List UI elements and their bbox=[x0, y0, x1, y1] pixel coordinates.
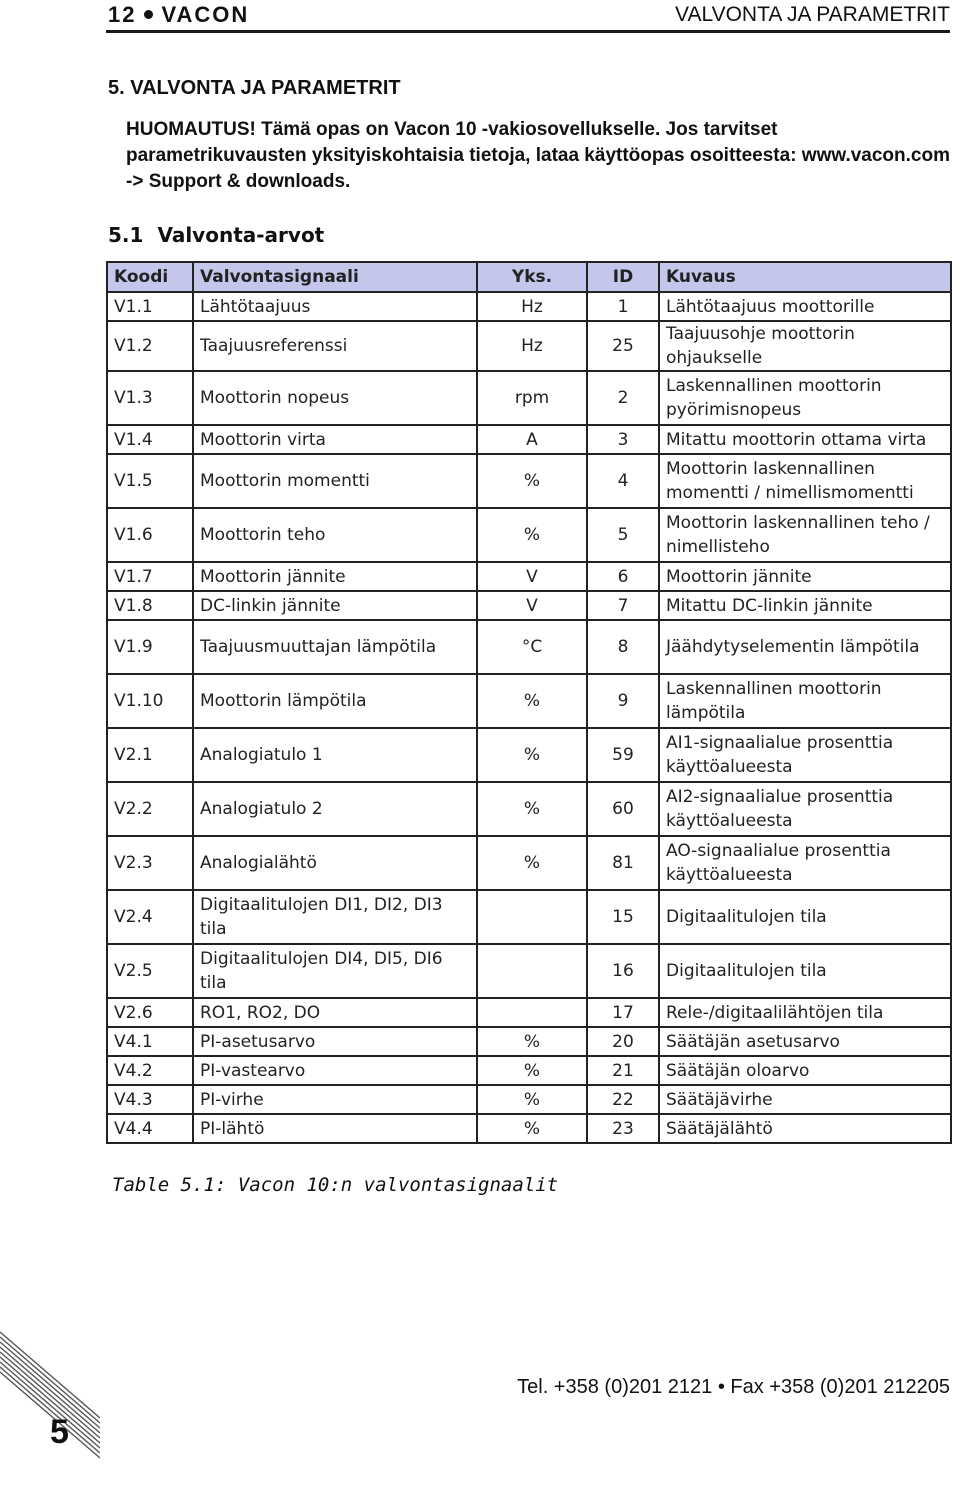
cell-signal: PI-virhe bbox=[193, 1085, 477, 1114]
cell-code: V1.8 bbox=[107, 591, 193, 620]
table-row bbox=[107, 998, 951, 1027]
cell-code: V1.1 bbox=[107, 292, 193, 321]
cell-id: 20 bbox=[587, 1027, 659, 1056]
cell-unit: % bbox=[477, 782, 587, 836]
cell-id: 60 bbox=[587, 782, 659, 836]
table-row bbox=[107, 1085, 951, 1114]
cell-signal: Digitaalitulojen DI1, DI2, DI3 tila bbox=[193, 890, 477, 944]
section-title: 5. VALVONTA JA PARAMETRIT bbox=[108, 77, 401, 99]
cell-signal: Analogiatulo 1 bbox=[193, 728, 477, 782]
table-row bbox=[107, 1027, 951, 1056]
cell-id: 17 bbox=[587, 998, 659, 1027]
cell-id: 22 bbox=[587, 1085, 659, 1114]
cell-signal: PI-vastearvo bbox=[193, 1056, 477, 1085]
cell-signal: Digitaalitulojen DI4, DI5, DI6 tila bbox=[193, 944, 477, 998]
cell-code: V1.3 bbox=[107, 371, 193, 425]
cell-id: 1 bbox=[587, 292, 659, 321]
chapter-number: 5 bbox=[50, 1413, 69, 1451]
cell-unit bbox=[477, 998, 587, 1027]
cell-code: V1.2 bbox=[107, 321, 193, 371]
table-row bbox=[107, 1056, 951, 1085]
cell-unit: % bbox=[477, 728, 587, 782]
table-row bbox=[107, 782, 951, 836]
header-code: Koodi bbox=[107, 262, 193, 292]
cell-description: AO-signaalialue prosenttia käyttöalueesta bbox=[659, 836, 951, 890]
header-id: ID bbox=[587, 262, 659, 292]
table-row bbox=[107, 890, 951, 944]
cell-id: 6 bbox=[587, 562, 659, 591]
table-row bbox=[107, 944, 951, 998]
cell-unit bbox=[477, 890, 587, 944]
cell-description: Moottorin laskennallinen teho / nimellisteho bbox=[659, 508, 951, 562]
subsection-number: 5.1 bbox=[108, 223, 144, 247]
cell-code: V2.5 bbox=[107, 944, 193, 998]
cell-signal: Taajuusreferenssi bbox=[193, 321, 477, 371]
cell-description: Taajuusohje moottorin ohjaukselle bbox=[659, 321, 951, 371]
cell-id: 8 bbox=[587, 620, 659, 674]
cell-unit: V bbox=[477, 562, 587, 591]
table-row bbox=[107, 454, 951, 508]
cell-description: Säätäjävirhe bbox=[659, 1085, 951, 1114]
cell-unit: % bbox=[477, 674, 587, 728]
cell-unit: °C bbox=[477, 620, 587, 674]
cell-description: Moottorin jännite bbox=[659, 562, 951, 591]
cell-description: Digitaalitulojen tila bbox=[659, 890, 951, 944]
cell-description: Laskennallinen moottorin lämpötila bbox=[659, 674, 951, 728]
table-row bbox=[107, 371, 951, 425]
table-row bbox=[107, 508, 951, 562]
cell-id: 2 bbox=[587, 371, 659, 425]
cell-code: V1.5 bbox=[107, 454, 193, 508]
cell-code: V1.7 bbox=[107, 562, 193, 591]
cell-signal: Moottorin nopeus bbox=[193, 371, 477, 425]
cell-description: Rele-/digitaalilähtöjen tila bbox=[659, 998, 951, 1027]
cell-code: V4.4 bbox=[107, 1114, 193, 1143]
header-signal: Valvontasignaali bbox=[193, 262, 477, 292]
table-row bbox=[107, 674, 951, 728]
cell-signal: Moottorin lämpötila bbox=[193, 674, 477, 728]
table-header-row bbox=[107, 262, 951, 292]
cell-unit bbox=[477, 944, 587, 998]
cell-signal: RO1, RO2, DO bbox=[193, 998, 477, 1027]
cell-description: AI2-signaalialue prosenttia käyttöalueesta bbox=[659, 782, 951, 836]
table-row bbox=[107, 591, 951, 620]
table-row bbox=[107, 425, 951, 454]
cell-unit: % bbox=[477, 836, 587, 890]
cell-unit: V bbox=[477, 591, 587, 620]
cell-code: V4.2 bbox=[107, 1056, 193, 1085]
monitoring-signals-table bbox=[106, 261, 952, 1144]
cell-code: V1.9 bbox=[107, 620, 193, 674]
brand-name: VACON bbox=[161, 2, 250, 27]
cell-code: V2.2 bbox=[107, 782, 193, 836]
cell-signal: Lähtötaajuus bbox=[193, 292, 477, 321]
cell-id: 81 bbox=[587, 836, 659, 890]
cell-id: 5 bbox=[587, 508, 659, 562]
cell-code: V2.1 bbox=[107, 728, 193, 782]
cell-id: 23 bbox=[587, 1114, 659, 1143]
table-row bbox=[107, 562, 951, 591]
header-description: Kuvaus bbox=[659, 262, 951, 292]
footer-contact: Tel. +358 (0)201 2121 • Fax +358 (0)201 212205 bbox=[517, 1376, 950, 1398]
table-row bbox=[107, 836, 951, 890]
table-row bbox=[107, 728, 951, 782]
cell-description: Digitaalitulojen tila bbox=[659, 944, 951, 998]
table-body bbox=[107, 292, 951, 1143]
cell-id: 9 bbox=[587, 674, 659, 728]
running-header-title: VALVONTA JA PARAMETRIT bbox=[675, 3, 950, 26]
cell-unit: A bbox=[477, 425, 587, 454]
cell-unit: % bbox=[477, 454, 587, 508]
cell-description: Mitattu moottorin ottama virta bbox=[659, 425, 951, 454]
cell-description: AI1-signaalialue prosenttia käyttöalueesta bbox=[659, 728, 951, 782]
cell-unit: Hz bbox=[477, 292, 587, 321]
cell-signal: DC-linkin jännite bbox=[193, 591, 477, 620]
subsection-heading bbox=[108, 223, 324, 247]
cell-description: Jäähdytyselementin lämpötila bbox=[659, 620, 951, 674]
cell-unit: % bbox=[477, 1056, 587, 1085]
cell-code: V2.6 bbox=[107, 998, 193, 1027]
cell-code: V1.10 bbox=[107, 674, 193, 728]
cell-description: Säätäjälähtö bbox=[659, 1114, 951, 1143]
cell-id: 21 bbox=[587, 1056, 659, 1085]
cell-signal: Analogiatulo 2 bbox=[193, 782, 477, 836]
cell-id: 59 bbox=[587, 728, 659, 782]
bullet-dot-icon bbox=[144, 10, 153, 19]
cell-description: Säätäjän asetusarvo bbox=[659, 1027, 951, 1056]
cell-id: 4 bbox=[587, 454, 659, 508]
cell-id: 3 bbox=[587, 425, 659, 454]
page-number: 12 bbox=[108, 2, 137, 27]
chapter-tab-graphic bbox=[0, 1328, 100, 1487]
cell-id: 25 bbox=[587, 321, 659, 371]
table-row bbox=[107, 620, 951, 674]
cell-signal: Analogialähtö bbox=[193, 836, 477, 890]
cell-unit: % bbox=[477, 1027, 587, 1056]
cell-id: 7 bbox=[587, 591, 659, 620]
page-header-left bbox=[108, 2, 249, 28]
table-row bbox=[107, 292, 951, 321]
cell-description: Säätäjän oloarvo bbox=[659, 1056, 951, 1085]
cell-code: V4.1 bbox=[107, 1027, 193, 1056]
cell-signal: PI-asetusarvo bbox=[193, 1027, 477, 1056]
table-caption: Table 5.1: Vacon 10:n valvontasignaalit bbox=[112, 1174, 559, 1196]
cell-signal: PI-lähtö bbox=[193, 1114, 477, 1143]
cell-unit: % bbox=[477, 1085, 587, 1114]
cell-signal: Moottorin teho bbox=[193, 508, 477, 562]
cell-signal: Taajuusmuuttajan lämpötila bbox=[193, 620, 477, 674]
cell-code: V2.3 bbox=[107, 836, 193, 890]
cell-unit: Hz bbox=[477, 321, 587, 371]
cell-signal: Moottorin momentti bbox=[193, 454, 477, 508]
note-paragraph: HUOMAUTUS! Tämä opas on Vacon 10 -vakiosovellukselle. Jos tarvitset parametrikuvausten yksityiskohtaisia tietoja, lataa käyttöopas osoitteesta: www.vacon.com -> Support & downloads. bbox=[126, 119, 950, 192]
cell-description: Lähtötaajuus moottorille bbox=[659, 292, 951, 321]
cell-id: 16 bbox=[587, 944, 659, 998]
table-row bbox=[107, 321, 951, 371]
table-row bbox=[107, 1114, 951, 1143]
cell-description: Moottorin laskennallinen momentti / nimellismomentti bbox=[659, 454, 951, 508]
cell-unit: % bbox=[477, 508, 587, 562]
cell-signal: Moottorin virta bbox=[193, 425, 477, 454]
cell-code: V2.4 bbox=[107, 890, 193, 944]
header-divider bbox=[106, 30, 950, 33]
cell-code: V1.6 bbox=[107, 508, 193, 562]
cell-code: V1.4 bbox=[107, 425, 193, 454]
cell-unit: rpm bbox=[477, 371, 587, 425]
cell-description: Laskennallinen moottorin pyörimisnopeus bbox=[659, 371, 951, 425]
subsection-title: Valvonta-arvot bbox=[157, 223, 325, 247]
cell-id: 15 bbox=[587, 890, 659, 944]
cell-signal: Moottorin jännite bbox=[193, 562, 477, 591]
cell-description: Mitattu DC-linkin jännite bbox=[659, 591, 951, 620]
cell-unit: % bbox=[477, 1114, 587, 1143]
header-unit: Yks. bbox=[477, 262, 587, 292]
cell-code: V4.3 bbox=[107, 1085, 193, 1114]
